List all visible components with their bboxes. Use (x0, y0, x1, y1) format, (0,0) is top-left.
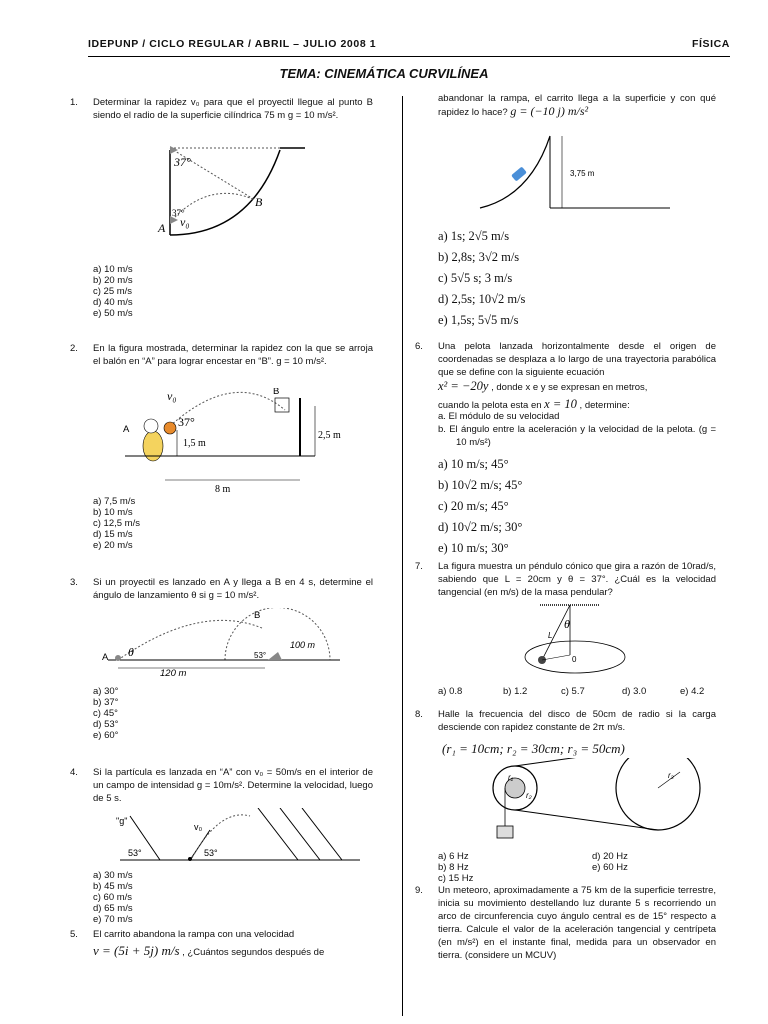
option[interactable]: b) 10√2 m/s; 45° (438, 478, 523, 492)
svg-text:37°: 37° (172, 208, 185, 218)
figure-q4 (110, 808, 360, 868)
options-q7 (438, 686, 716, 698)
figure-q3 (100, 608, 370, 680)
question-6-line2: cuando la pelota esta en x = 10 , determine: (438, 397, 630, 411)
gravity-formula: g = (−10 j) m/s² (510, 104, 589, 118)
radii-equation: (r₁ = 10cm; r₂ = 30cm; r₃ = 50cm) (442, 741, 625, 756)
svg-text:L: L (548, 631, 553, 640)
question-9-text: Un meteoro, aproximadamente a 75 km de la superficie terrestre, inicia su movimiento destellando luz durante 5 s recorriendo un arco de circunferencia cuyo ángulo central es de 15° respecto a tierra. Calcule el valor de la aceleración tangencial y centrípeta (en m/s²) en el instante final, medida para un observador en tierra. (considere un MCUV) (438, 885, 716, 961)
svg-text:37°: 37° (178, 415, 195, 429)
option[interactable]: e) 10 m/s; 30° (438, 541, 509, 555)
option[interactable]: d) 65 m/s (93, 903, 133, 914)
question-3: 3. Si un proyectil es lanzado en A y llega a B en 4 s, determine el ángulo de lanzamiento θ si g = 10 m/s². (70, 577, 373, 601)
page-header (88, 38, 730, 56)
options-q8-left (438, 851, 473, 884)
option[interactable]: a) 0.8 (438, 686, 463, 697)
question-6-text: Una pelota lanzada horizontalmente desde el origen de coordenadas se desplaza a lo largo de una trayectoria parabólica que se define con la siguiente ecuación (438, 341, 716, 378)
question-6: 6. Una pelota lanzada horizontalmente desde el origen de coordenadas se desplaza a lo largo de una trayectoria parabólica que se define con la siguiente ecuación (415, 341, 716, 378)
svg-text:8 m: 8 m (215, 484, 231, 493)
option[interactable]: c) 5.7 (561, 686, 585, 697)
svg-text:B: B (273, 388, 280, 397)
svg-text:r₃: r₃ (668, 771, 674, 780)
svg-text:v₀: v₀ (167, 389, 177, 403)
options-q1 (93, 264, 133, 319)
svg-text:θ: θ (564, 617, 570, 631)
option[interactable]: d) 3.0 (622, 686, 647, 697)
figure-q2 (115, 388, 355, 493)
svg-text:3,75 m: 3,75 m (570, 169, 595, 178)
options-q2 (93, 496, 140, 551)
question-8-text: Halle la frecuencia del disco de 50cm de radio si la carga desciende con rapidez constante de 2π m/s. (438, 709, 716, 733)
question-5-text: El carrito abandona la rampa con una velocidad (93, 929, 295, 940)
column-divider (402, 96, 403, 1016)
option[interactable]: c) 5√5 s; 3 m/s (438, 271, 513, 285)
question-7-text: La figura muestra un péndulo cónico que gira a razón de 10rad/s, sabiendo que L = 20cm y θ = 37°. ¿Cuál es la velocidad tangencial (en m/s) de la masa pendular? (438, 561, 716, 598)
option[interactable]: e) 60° (93, 730, 119, 741)
svg-text:B: B (255, 195, 263, 209)
svg-text:θ: θ (128, 645, 134, 659)
option[interactable]: e) 20 m/s (93, 540, 133, 551)
option[interactable]: b) 45 m/s (93, 881, 133, 892)
option[interactable]: a) 10 m/s; 45° (438, 457, 509, 471)
svg-text:B: B (254, 610, 261, 621)
option[interactable]: e) 1,5s; 5√5 m/s (438, 313, 519, 327)
question-4: 4. Si la partícula es lanzada en “A” con v₀ = 50m/s en el interior de un campo de intensidad g = 10m/s². Determine la velocidad, luego de 5 s. (70, 767, 373, 804)
question-5-formula-line: v = (5i + 5j) m/s , ¿Cuántos segundos después de (93, 943, 325, 958)
header-right: FÍSICA (691, 38, 730, 50)
option[interactable]: c) 12,5 m/s (93, 518, 140, 529)
option[interactable]: d) 15 m/s (93, 529, 133, 540)
option[interactable]: c) 15 Hz (438, 873, 474, 884)
option[interactable]: c) 20 m/s; 45° (438, 499, 509, 513)
question-8: 8. Halle la frecuencia del disco de 50cm de radio si la carga desciende con rapidez constante de 2π m/s. (415, 709, 716, 733)
option[interactable]: d) 40 m/s (93, 297, 133, 308)
option[interactable]: e) 60 Hz (592, 862, 628, 873)
figure-q5 (470, 126, 670, 212)
svg-text:2,5 m: 2,5 m (318, 430, 341, 441)
options-q4 (93, 870, 133, 925)
figure-q1 (150, 140, 320, 245)
svg-text:"g": "g" (116, 816, 128, 826)
header-rule (88, 56, 730, 57)
question-2: 2. En la figura mostrada, determinar la rapidez con la que se arroja el balón en “A” para lograr encestar en “B”. g = 10 m/s². (70, 343, 373, 367)
question-6-parts: a. El módulo de su velocidad b. El ángulo entre la aceleración y la velocidad de la pelota. (g = 10 m/s²) (438, 411, 716, 448)
svg-text:37°: 37° (174, 155, 191, 169)
option[interactable]: a) 1s; 2√5 m/s (438, 229, 510, 243)
svg-text:53°: 53° (204, 848, 218, 858)
question-5-continued: abandonar la rampa, el carrito llega a la superficie y con qué rapidez lo hace? g = (−10 j) m/s² (438, 93, 716, 118)
option[interactable]: a) 7,5 m/s (93, 496, 136, 507)
option[interactable]: a) 6 Hz (438, 851, 469, 862)
svg-text:A: A (158, 221, 166, 235)
svg-text:100 m: 100 m (290, 640, 316, 650)
option[interactable]: b) 1.2 (503, 686, 528, 697)
options-q3 (93, 686, 118, 741)
option[interactable]: d) 2,5s; 10√2 m/s (438, 292, 526, 306)
question-6-eq: x² = −20y , donde x e y se expresan en metros, (438, 379, 648, 393)
question-1-text: Determinar la rapidez v₀ para que el proyectil llegue al punto B siendo el radio de la superficie cilíndrica 75 m g = 10 m/s². (93, 97, 373, 121)
svg-text:v₀: v₀ (180, 215, 190, 229)
option[interactable]: a) 30 m/s (93, 870, 133, 881)
svg-text:A: A (123, 424, 130, 435)
header-left: IDEPUNP / CICLO REGULAR / ABRIL – JULIO 2008 1 (88, 38, 377, 50)
options-q5 (438, 226, 525, 331)
option[interactable]: a) 30° (93, 686, 119, 697)
question-9: 9. Un meteoro, aproximadamente a 75 km de la superficie terrestre, inicia su movimiento destellando luz durante 5 s recorriendo un arco de circunferencia cuyo ángulo central es de 15° respecto a tierra. Calcule el valor de la aceleración tangencial y centrípeta (en m/s²) en el instante final, medida para un observador en tierra. (considere un MCUV) (415, 885, 716, 961)
options-q6 (438, 454, 522, 559)
page-title: TEMA: CINEMÁTICA CURVILÍNEA (279, 66, 489, 81)
svg-text:v₀: v₀ (194, 822, 203, 832)
option[interactable]: e) 70 m/s (93, 914, 133, 925)
option[interactable]: d) 53° (93, 719, 119, 730)
option[interactable]: b) 2,8s; 3√2 m/s (438, 250, 520, 264)
velocity-formula: v = (5i + 5j) m/s (93, 943, 180, 958)
question-3-text: Si un proyectil es lanzado en A y llega a B en 4 s, determine el ángulo de lanzamiento θ si g = 10 m/s². (93, 577, 373, 601)
question-2-text: En la figura mostrada, determinar la rapidez con la que se arroja el balón en “A” para lograr encestar en “B”. g = 10 m/s². (93, 343, 373, 367)
question-4-text: Si la partícula es lanzada en “A” con v₀ = 50m/s en el interior de un campo de intensidad g = 10m/s². Determine la velocidad, luego de 5 s. (93, 767, 373, 804)
option[interactable]: c) 60 m/s (93, 892, 133, 903)
option[interactable]: b) 8 Hz (438, 862, 469, 873)
option[interactable]: c) 25 m/s (93, 286, 133, 297)
option[interactable]: b) 10 m/s (93, 507, 133, 518)
option[interactable]: b) 37° (93, 697, 119, 708)
options-q8-right (592, 851, 628, 873)
figure-q7 (510, 600, 660, 682)
svg-text:120 m: 120 m (160, 668, 187, 679)
option[interactable]: e) 4.2 (680, 686, 705, 697)
svg-text:r₂: r₂ (526, 791, 532, 800)
question-1: 1. Determinar la rapidez v₀ para que el proyectil llegue al punto B siendo el radio de la superficie cilíndrica 75 m g = 10 m/s². (70, 97, 373, 121)
figure-q8 (470, 758, 720, 844)
option[interactable]: a) 10 m/s (93, 264, 133, 275)
svg-text:0: 0 (572, 655, 577, 664)
svg-text:53°: 53° (128, 848, 142, 858)
option[interactable]: e) 50 m/s (93, 308, 133, 319)
option[interactable]: d) 10√2 m/s; 30° (438, 520, 523, 534)
svg-text:1,5 m: 1,5 m (183, 438, 206, 449)
svg-text:r₁: r₁ (508, 773, 514, 782)
svg-text:A: A (102, 652, 109, 663)
svg-text:53°: 53° (254, 651, 267, 660)
option[interactable]: c) 45° (93, 708, 118, 719)
option[interactable]: d) 20 Hz (592, 851, 628, 862)
question-5: 5. El carrito abandona la rampa con una velocidad (70, 929, 295, 940)
option[interactable]: b) 20 m/s (93, 275, 133, 286)
question-7: 7. La figura muestra un péndulo cónico que gira a razón de 10rad/s, sabiendo que L = 20cm y θ = 37°. ¿Cuál es la velocidad tangencial (en m/s) de la masa pendular? (415, 561, 716, 598)
